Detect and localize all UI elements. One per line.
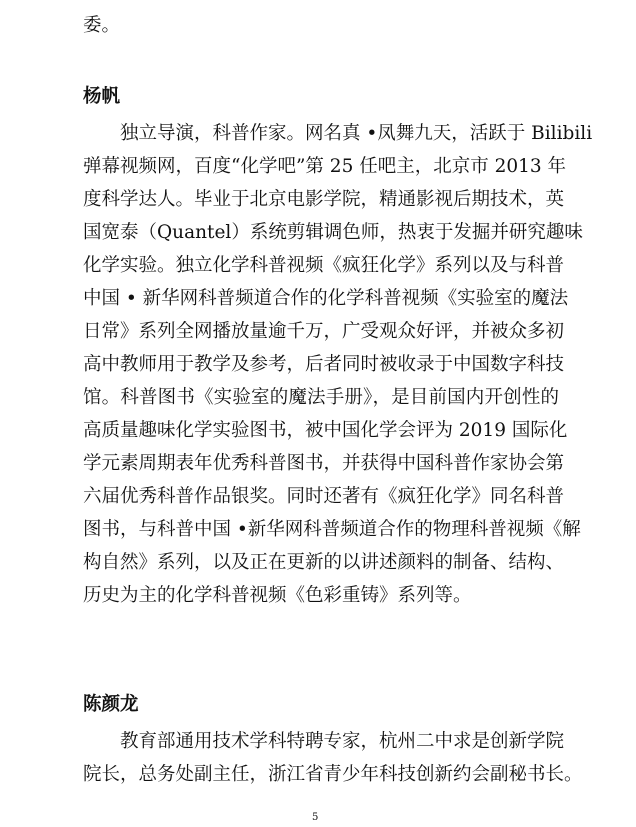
bio-line: 图书，与科普中国 •新华网科普频道合作的物理科普视频《解: [83, 519, 581, 540]
bio-line: 国宽泰（Quantel）系统剪辑调色师，热衷于发掘并研究趣味: [83, 222, 583, 243]
bio-line: 弹幕视频网，百度“化学吧”第 25 任吧主，北京市 2013 年: [83, 156, 567, 177]
bio-line: 独立导演，科普作家。网名真 •凤舞九天，活跃于 Bilibili: [120, 123, 593, 144]
person-name-yang-fan: 杨帆: [83, 86, 121, 107]
page-number: 5: [312, 812, 319, 823]
bio-line: 高质量趣味化学实验图书，被中国化学会评为 2019 国际化: [83, 420, 568, 441]
bio-line: 化学实验。独立化学科普视频《疯狂化学》系列以及与科普: [83, 255, 565, 276]
bio-line: 构自然》系列，以及正在更新的以讲述颜料的制备、结构、: [83, 552, 565, 573]
bio-line: 历史为主的化学科普视频《色彩重铸》系列等。: [83, 585, 472, 606]
bio-line: 院长，总务处副主任，浙江省青少年科技创新约会副秘书长。: [83, 764, 583, 785]
person-name-chen-yanlong: 陈颜龙: [83, 694, 139, 715]
bio-line: 中国 • 新华网科普频道合作的化学科普视频《实验室的魔法: [83, 288, 569, 309]
bio-line: 度科学达人。毕业于北京电影学院，精通影视后期技术，英: [83, 189, 565, 210]
bio-line: 教育部通用技术学科特聘专家，杭州二中求是创新学院: [120, 731, 565, 752]
bio-line: 高中教师用于教学及参考，后者同时被收录于中国数字科技: [83, 354, 565, 375]
bio-line: 馆。科普图书《实验室的魔法手册》，是目前国内开创性的: [83, 387, 559, 408]
bio-line: 日常》系列全网播放量逾千万，广受观众好评，并被众多初: [83, 321, 565, 342]
bio-line: 六届优秀科普作品银奖。同时还著有《疯狂化学》同名科普: [83, 486, 565, 507]
previous-section-fragment: 委。: [83, 15, 121, 36]
bio-line: 学元素周期表年优秀科普图书，并获得中国科普作家协会第: [83, 453, 565, 474]
